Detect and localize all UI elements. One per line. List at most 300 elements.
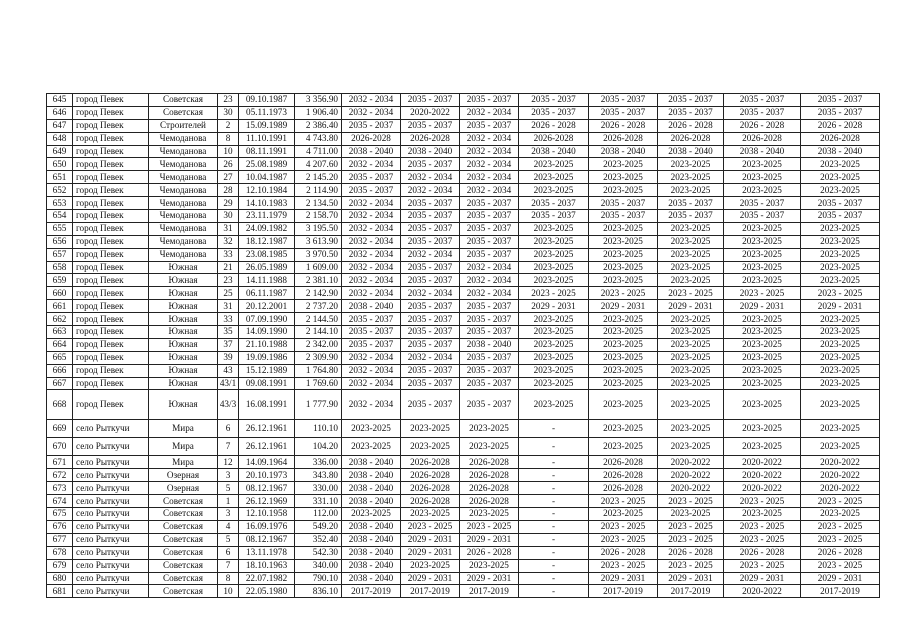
cell-area: 3 195.50 xyxy=(295,222,342,235)
cell-date: 12.10.1984 xyxy=(239,184,295,197)
cell-row-number: 670 xyxy=(47,438,73,456)
cell-period-1: 2032 - 2034 xyxy=(342,364,401,377)
cell-row-number: 681 xyxy=(47,585,73,598)
cell-period-1: 2038 - 2040 xyxy=(342,533,401,546)
cell-street: Мира xyxy=(149,420,218,438)
cell-settlement: село Рыткучи xyxy=(73,520,149,533)
cell-period-8: 2023-2025 xyxy=(801,420,880,438)
table-row xyxy=(47,171,880,184)
cell-house-number: 26 xyxy=(218,158,239,171)
cell-period-5: 2023-2025 xyxy=(589,248,658,261)
table-row xyxy=(47,364,880,377)
cell-row-number: 667 xyxy=(47,377,73,390)
cell-period-2: 2023-2025 xyxy=(401,508,460,521)
cell-area: 3 970.50 xyxy=(295,248,342,261)
cell-period-3: 2035 - 2037 xyxy=(460,119,519,132)
cell-row-number: 661 xyxy=(47,300,73,313)
cell-house-number: 33 xyxy=(218,248,239,261)
cell-row-number: 647 xyxy=(47,119,73,132)
cell-period-5: 2023-2025 xyxy=(589,438,658,456)
cell-period-1: 2038 - 2040 xyxy=(342,300,401,313)
cell-date: 23.11.1979 xyxy=(239,210,295,223)
cell-settlement: село Рыткучи xyxy=(73,572,149,585)
cell-period-5: 2023-2025 xyxy=(589,171,658,184)
cell-street: Советская xyxy=(149,585,218,598)
cell-street: Южная xyxy=(149,300,218,313)
table-row xyxy=(47,261,880,274)
cell-period-7: 2029 - 2031 xyxy=(724,572,801,585)
cell-row-number: 675 xyxy=(47,508,73,521)
cell-period-3: 2032 - 2034 xyxy=(460,184,519,197)
cell-period-5: 2026 - 2028 xyxy=(589,119,658,132)
cell-period-1: 2032 - 2034 xyxy=(342,351,401,364)
cell-street: Советская xyxy=(149,559,218,572)
cell-period-1: 2035 - 2037 xyxy=(342,313,401,326)
cell-house-number: 6 xyxy=(218,420,239,438)
cell-house-number: 10 xyxy=(218,585,239,598)
cell-row-number: 664 xyxy=(47,338,73,351)
table-row xyxy=(47,210,880,223)
cell-house-number: 8 xyxy=(218,132,239,145)
table-row xyxy=(47,300,880,313)
cell-period-2: 2035 - 2037 xyxy=(401,326,460,339)
cell-period-1: 2038 - 2040 xyxy=(342,482,401,495)
cell-period-2: 2017-2019 xyxy=(401,585,460,598)
cell-settlement: город Певек xyxy=(73,171,149,184)
cell-period-8: 2023-2025 xyxy=(801,158,880,171)
cell-house-number: 27 xyxy=(218,171,239,184)
cell-house-number: 43 xyxy=(218,364,239,377)
cell-period-5: 2023-2025 xyxy=(589,274,658,287)
cell-period-8: 2020-2022 xyxy=(801,469,880,482)
cell-area: 3 356.90 xyxy=(295,94,342,107)
cell-period-7: 2023-2025 xyxy=(724,364,801,377)
cell-period-6: 2026 - 2028 xyxy=(658,119,724,132)
cell-period-4: - xyxy=(519,438,589,456)
cell-period-6: 2023-2025 xyxy=(658,222,724,235)
cell-period-1: 2035 - 2037 xyxy=(342,338,401,351)
cell-settlement: город Певек xyxy=(73,106,149,119)
cell-date: 14.09.1964 xyxy=(239,456,295,469)
cell-street: Чемоданова xyxy=(149,235,218,248)
cell-period-8: 2023-2025 xyxy=(801,171,880,184)
cell-settlement: село Рыткучи xyxy=(73,559,149,572)
cell-area: 836.10 xyxy=(295,585,342,598)
cell-period-7: 2035 - 2037 xyxy=(724,94,801,107)
cell-period-6: 2026 - 2028 xyxy=(658,546,724,559)
cell-period-4: 2023-2025 xyxy=(519,171,589,184)
cell-house-number: 31 xyxy=(218,300,239,313)
cell-row-number: 648 xyxy=(47,132,73,145)
cell-period-7: 2023-2025 xyxy=(724,158,801,171)
cell-street: Советская xyxy=(149,546,218,559)
cell-area: 104.20 xyxy=(295,438,342,456)
cell-period-6: 2023-2025 xyxy=(658,420,724,438)
table-row xyxy=(47,274,880,287)
cell-period-3: 2023-2025 xyxy=(460,559,519,572)
cell-period-7: 2023-2025 xyxy=(724,274,801,287)
cell-period-1: 2032 - 2034 xyxy=(342,94,401,107)
cell-period-4: 2023-2025 xyxy=(519,326,589,339)
cell-period-4: - xyxy=(519,456,589,469)
cell-period-7: 2020-2022 xyxy=(724,456,801,469)
cell-period-4: 2023-2025 xyxy=(519,338,589,351)
cell-period-2: 2035 - 2037 xyxy=(401,261,460,274)
cell-period-1: 2038 - 2040 xyxy=(342,520,401,533)
cell-period-7: 2020-2022 xyxy=(724,482,801,495)
cell-period-1: 2035 - 2037 xyxy=(342,171,401,184)
cell-period-1: 2032 - 2034 xyxy=(342,222,401,235)
cell-period-3: 2023-2025 xyxy=(460,438,519,456)
cell-period-7: 2029 - 2031 xyxy=(724,300,801,313)
cell-street: Советская xyxy=(149,94,218,107)
cell-period-4: - xyxy=(519,572,589,585)
cell-settlement: село Рыткучи xyxy=(73,482,149,495)
cell-period-6: 2023-2025 xyxy=(658,274,724,287)
cell-area: 2 142.90 xyxy=(295,287,342,300)
cell-period-1: 2032 - 2034 xyxy=(342,261,401,274)
cell-street: Южная xyxy=(149,338,218,351)
cell-period-6: 2020-2022 xyxy=(658,469,724,482)
cell-settlement: город Певек xyxy=(73,158,149,171)
cell-row-number: 646 xyxy=(47,106,73,119)
cell-period-7: 2023-2025 xyxy=(724,338,801,351)
cell-period-5: 2023-2025 xyxy=(589,313,658,326)
cell-period-3: 2035 - 2037 xyxy=(460,210,519,223)
cell-period-6: 2023-2025 xyxy=(658,351,724,364)
cell-area: 2 134.50 xyxy=(295,197,342,210)
cell-period-1: 2017-2019 xyxy=(342,585,401,598)
cell-area: 1 777.90 xyxy=(295,390,342,420)
cell-date: 15.09.1989 xyxy=(239,119,295,132)
cell-period-1: 2032 - 2034 xyxy=(342,210,401,223)
cell-house-number: 28 xyxy=(218,184,239,197)
cell-street: Южная xyxy=(149,390,218,420)
cell-area: 1 769.60 xyxy=(295,377,342,390)
cell-period-3: 2035 - 2037 xyxy=(460,248,519,261)
cell-period-5: 2023-2025 xyxy=(589,235,658,248)
cell-row-number: 659 xyxy=(47,274,73,287)
cell-period-4: 2035 - 2037 xyxy=(519,197,589,210)
cell-street: Чемоданова xyxy=(149,222,218,235)
cell-period-7: 2023-2025 xyxy=(724,508,801,521)
cell-row-number: 654 xyxy=(47,210,73,223)
cell-settlement: город Певек xyxy=(73,287,149,300)
cell-period-3: 2023 - 2025 xyxy=(460,520,519,533)
cell-area: 549.20 xyxy=(295,520,342,533)
cell-area: 2 381.10 xyxy=(295,274,342,287)
cell-period-6: 2035 - 2037 xyxy=(658,94,724,107)
cell-date: 11.10.1991 xyxy=(239,132,295,145)
cell-street: Чемоданова xyxy=(149,210,218,223)
cell-period-7: 2023 - 2025 xyxy=(724,287,801,300)
cell-date: 16.08.1991 xyxy=(239,390,295,420)
cell-period-4: 2023-2025 xyxy=(519,351,589,364)
table-row xyxy=(47,338,880,351)
cell-row-number: 669 xyxy=(47,420,73,438)
cell-period-3: 2026-2028 xyxy=(460,482,519,495)
table-row xyxy=(47,420,880,438)
cell-period-2: 2026-2028 xyxy=(401,132,460,145)
cell-area: 110.10 xyxy=(295,420,342,438)
cell-settlement: город Певек xyxy=(73,248,149,261)
repair-schedule-table xyxy=(46,93,880,598)
cell-period-2: 2026-2028 xyxy=(401,469,460,482)
cell-date: 05.11.1973 xyxy=(239,106,295,119)
table-row xyxy=(47,559,880,572)
cell-period-3: 2035 - 2037 xyxy=(460,197,519,210)
cell-area: 2 114.90 xyxy=(295,184,342,197)
cell-area: 2 386.40 xyxy=(295,119,342,132)
cell-date: 14.09.1990 xyxy=(239,326,295,339)
cell-house-number: 7 xyxy=(218,559,239,572)
cell-period-5: 2023-2025 xyxy=(589,222,658,235)
cell-period-4: - xyxy=(519,559,589,572)
cell-period-3: 2032 - 2034 xyxy=(460,158,519,171)
cell-period-8: 2023-2025 xyxy=(801,338,880,351)
cell-period-6: 2020-2022 xyxy=(658,482,724,495)
table-row xyxy=(47,326,880,339)
cell-date: 15.12.1989 xyxy=(239,364,295,377)
cell-street: Советская xyxy=(149,106,218,119)
cell-period-3: 2023-2025 xyxy=(460,508,519,521)
cell-date: 26.05.1989 xyxy=(239,261,295,274)
cell-period-3: 2035 - 2037 xyxy=(460,377,519,390)
cell-house-number: 43/1 xyxy=(218,377,239,390)
cell-period-8: 2023-2025 xyxy=(801,248,880,261)
cell-period-8: 2023 - 2025 xyxy=(801,287,880,300)
cell-date: 08.11.1991 xyxy=(239,145,295,158)
cell-row-number: 652 xyxy=(47,184,73,197)
cell-period-8: 2023-2025 xyxy=(801,261,880,274)
cell-period-5: 2035 - 2037 xyxy=(589,197,658,210)
table-row xyxy=(47,508,880,521)
cell-period-8: 2023-2025 xyxy=(801,351,880,364)
cell-period-1: 2035 - 2037 xyxy=(342,184,401,197)
cell-period-5: 2035 - 2037 xyxy=(589,106,658,119)
cell-date: 23.08.1985 xyxy=(239,248,295,261)
cell-row-number: 660 xyxy=(47,287,73,300)
cell-date: 19.09.1986 xyxy=(239,351,295,364)
cell-period-5: 2023 - 2025 xyxy=(589,520,658,533)
cell-period-5: 2023-2025 xyxy=(589,351,658,364)
cell-house-number: 10 xyxy=(218,145,239,158)
cell-date: 24.09.1982 xyxy=(239,222,295,235)
cell-period-5: 2035 - 2037 xyxy=(589,210,658,223)
cell-period-3: 2032 - 2034 xyxy=(460,132,519,145)
cell-date: 08.12.1967 xyxy=(239,533,295,546)
cell-period-8: 2023 - 2025 xyxy=(801,559,880,572)
cell-period-8: 2020-2022 xyxy=(801,456,880,469)
cell-period-8: 2023-2025 xyxy=(801,508,880,521)
table-row xyxy=(47,158,880,171)
cell-period-4: 2026 - 2028 xyxy=(519,119,589,132)
cell-period-8: 2023-2025 xyxy=(801,377,880,390)
cell-period-8: 2035 - 2037 xyxy=(801,210,880,223)
cell-house-number: 3 xyxy=(218,508,239,521)
cell-area: 1 764.80 xyxy=(295,364,342,377)
cell-period-6: 2017-2019 xyxy=(658,585,724,598)
cell-period-1: 2032 - 2034 xyxy=(342,377,401,390)
cell-period-7: 2023-2025 xyxy=(724,313,801,326)
cell-settlement: город Певек xyxy=(73,377,149,390)
cell-settlement: город Певек xyxy=(73,313,149,326)
cell-period-3: 2032 - 2034 xyxy=(460,171,519,184)
cell-street: Озерная xyxy=(149,482,218,495)
table-row xyxy=(47,351,880,364)
cell-period-4: - xyxy=(519,520,589,533)
cell-period-4: - xyxy=(519,495,589,508)
cell-period-5: 2023-2025 xyxy=(589,364,658,377)
cell-area: 4 207.60 xyxy=(295,158,342,171)
cell-period-1: 2032 - 2034 xyxy=(342,390,401,420)
cell-house-number: 21 xyxy=(218,261,239,274)
cell-settlement: город Певек xyxy=(73,145,149,158)
cell-house-number: 23 xyxy=(218,274,239,287)
cell-period-2: 2035 - 2037 xyxy=(401,222,460,235)
cell-house-number: 39 xyxy=(218,351,239,364)
cell-period-4: 2023-2025 xyxy=(519,184,589,197)
cell-period-5: 2029 - 2031 xyxy=(589,572,658,585)
cell-house-number: 2 xyxy=(218,119,239,132)
cell-period-6: 2023 - 2025 xyxy=(658,520,724,533)
cell-period-6: 2035 - 2037 xyxy=(658,210,724,223)
cell-period-7: 2023-2025 xyxy=(724,248,801,261)
cell-period-1: 2026-2028 xyxy=(342,132,401,145)
cell-period-7: 2023 - 2025 xyxy=(724,533,801,546)
cell-period-4: 2029 - 2031 xyxy=(519,300,589,313)
cell-house-number: 25 xyxy=(218,287,239,300)
table-row xyxy=(47,546,880,559)
cell-settlement: город Певек xyxy=(73,210,149,223)
cell-period-7: 2023-2025 xyxy=(724,326,801,339)
cell-period-1: 2038 - 2040 xyxy=(342,495,401,508)
cell-period-6: 2023-2025 xyxy=(658,158,724,171)
cell-period-5: 2029 - 2031 xyxy=(589,300,658,313)
cell-period-7: 2035 - 2037 xyxy=(724,197,801,210)
cell-period-3: 2032 - 2034 xyxy=(460,145,519,158)
cell-area: 2 145.20 xyxy=(295,171,342,184)
cell-area: 112.00 xyxy=(295,508,342,521)
cell-period-1: 2032 - 2034 xyxy=(342,235,401,248)
cell-period-2: 2035 - 2037 xyxy=(401,235,460,248)
cell-period-7: 2026 - 2028 xyxy=(724,119,801,132)
cell-period-5: 2026-2028 xyxy=(589,132,658,145)
cell-period-2: 2035 - 2037 xyxy=(401,390,460,420)
cell-period-2: 2020-2022 xyxy=(401,106,460,119)
cell-street: Южная xyxy=(149,364,218,377)
cell-house-number: 35 xyxy=(218,326,239,339)
cell-house-number: 6 xyxy=(218,546,239,559)
cell-period-4: 2023-2025 xyxy=(519,313,589,326)
cell-row-number: 673 xyxy=(47,482,73,495)
cell-period-6: 2020-2022 xyxy=(658,456,724,469)
cell-date: 14.11.1988 xyxy=(239,274,295,287)
cell-period-1: 2023-2025 xyxy=(342,508,401,521)
cell-period-5: 2026 - 2028 xyxy=(589,546,658,559)
cell-period-7: 2026-2028 xyxy=(724,132,801,145)
cell-row-number: 668 xyxy=(47,390,73,420)
cell-period-4: 2035 - 2037 xyxy=(519,106,589,119)
cell-settlement: город Певек xyxy=(73,132,149,145)
cell-row-number: 665 xyxy=(47,351,73,364)
cell-period-7: 2023 - 2025 xyxy=(724,495,801,508)
cell-settlement: село Рыткучи xyxy=(73,438,149,456)
cell-date: 10.04.1987 xyxy=(239,171,295,184)
cell-period-2: 2035 - 2037 xyxy=(401,197,460,210)
cell-area: 1 609.00 xyxy=(295,261,342,274)
cell-period-2: 2029 - 2031 xyxy=(401,546,460,559)
cell-street: Мира xyxy=(149,438,218,456)
cell-period-3: 2038 - 2040 xyxy=(460,338,519,351)
table-row xyxy=(47,572,880,585)
cell-settlement: село Рыткучи xyxy=(73,456,149,469)
cell-period-3: 2032 - 2034 xyxy=(460,106,519,119)
cell-period-4: 2035 - 2037 xyxy=(519,210,589,223)
cell-period-4: 2023-2025 xyxy=(519,235,589,248)
cell-period-1: 2032 - 2034 xyxy=(342,287,401,300)
table-row xyxy=(47,132,880,145)
cell-period-2: 2023-2025 xyxy=(401,559,460,572)
cell-settlement: город Певек xyxy=(73,390,149,420)
cell-period-3: 2035 - 2037 xyxy=(460,364,519,377)
cell-street: Южная xyxy=(149,351,218,364)
cell-period-3: 2035 - 2037 xyxy=(460,326,519,339)
cell-period-1: 2032 - 2034 xyxy=(342,274,401,287)
cell-period-8: 2020-2022 xyxy=(801,482,880,495)
cell-period-6: 2023-2025 xyxy=(658,184,724,197)
cell-period-8: 2023-2025 xyxy=(801,364,880,377)
cell-house-number: 5 xyxy=(218,482,239,495)
cell-period-6: 2023-2025 xyxy=(658,326,724,339)
cell-period-8: 2023-2025 xyxy=(801,184,880,197)
cell-period-6: 2023 - 2025 xyxy=(658,533,724,546)
cell-period-5: 2023-2025 xyxy=(589,184,658,197)
cell-street: Южная xyxy=(149,287,218,300)
cell-period-2: 2023-2025 xyxy=(401,438,460,456)
table-row xyxy=(47,585,880,598)
cell-row-number: 655 xyxy=(47,222,73,235)
cell-period-4: 2023-2025 xyxy=(519,377,589,390)
cell-period-7: 2038 - 2040 xyxy=(724,145,801,158)
cell-period-2: 2035 - 2037 xyxy=(401,364,460,377)
cell-period-4: - xyxy=(519,469,589,482)
cell-period-4: 2023-2025 xyxy=(519,274,589,287)
cell-period-7: 2035 - 2037 xyxy=(724,210,801,223)
cell-house-number: 30 xyxy=(218,106,239,119)
cell-period-5: 2026-2028 xyxy=(589,482,658,495)
cell-period-2: 2035 - 2037 xyxy=(401,274,460,287)
cell-area: 2 144.10 xyxy=(295,326,342,339)
cell-period-8: 2029 - 2031 xyxy=(801,300,880,313)
cell-date: 25.08.1989 xyxy=(239,158,295,171)
cell-period-1: 2032 - 2034 xyxy=(342,158,401,171)
cell-period-3: 2035 - 2037 xyxy=(460,235,519,248)
cell-row-number: 650 xyxy=(47,158,73,171)
cell-period-8: 2023-2025 xyxy=(801,274,880,287)
cell-period-1: 2032 - 2034 xyxy=(342,248,401,261)
cell-street: Южная xyxy=(149,261,218,274)
cell-row-number: 657 xyxy=(47,248,73,261)
cell-date: 20.10.1973 xyxy=(239,469,295,482)
cell-date: 20.12.2001 xyxy=(239,300,295,313)
table-row xyxy=(47,197,880,210)
table-row xyxy=(47,106,880,119)
cell-period-1: 2035 - 2037 xyxy=(342,119,401,132)
table-row xyxy=(47,456,880,469)
cell-period-1: 2023-2025 xyxy=(342,420,401,438)
cell-period-1: 2038 - 2040 xyxy=(342,546,401,559)
